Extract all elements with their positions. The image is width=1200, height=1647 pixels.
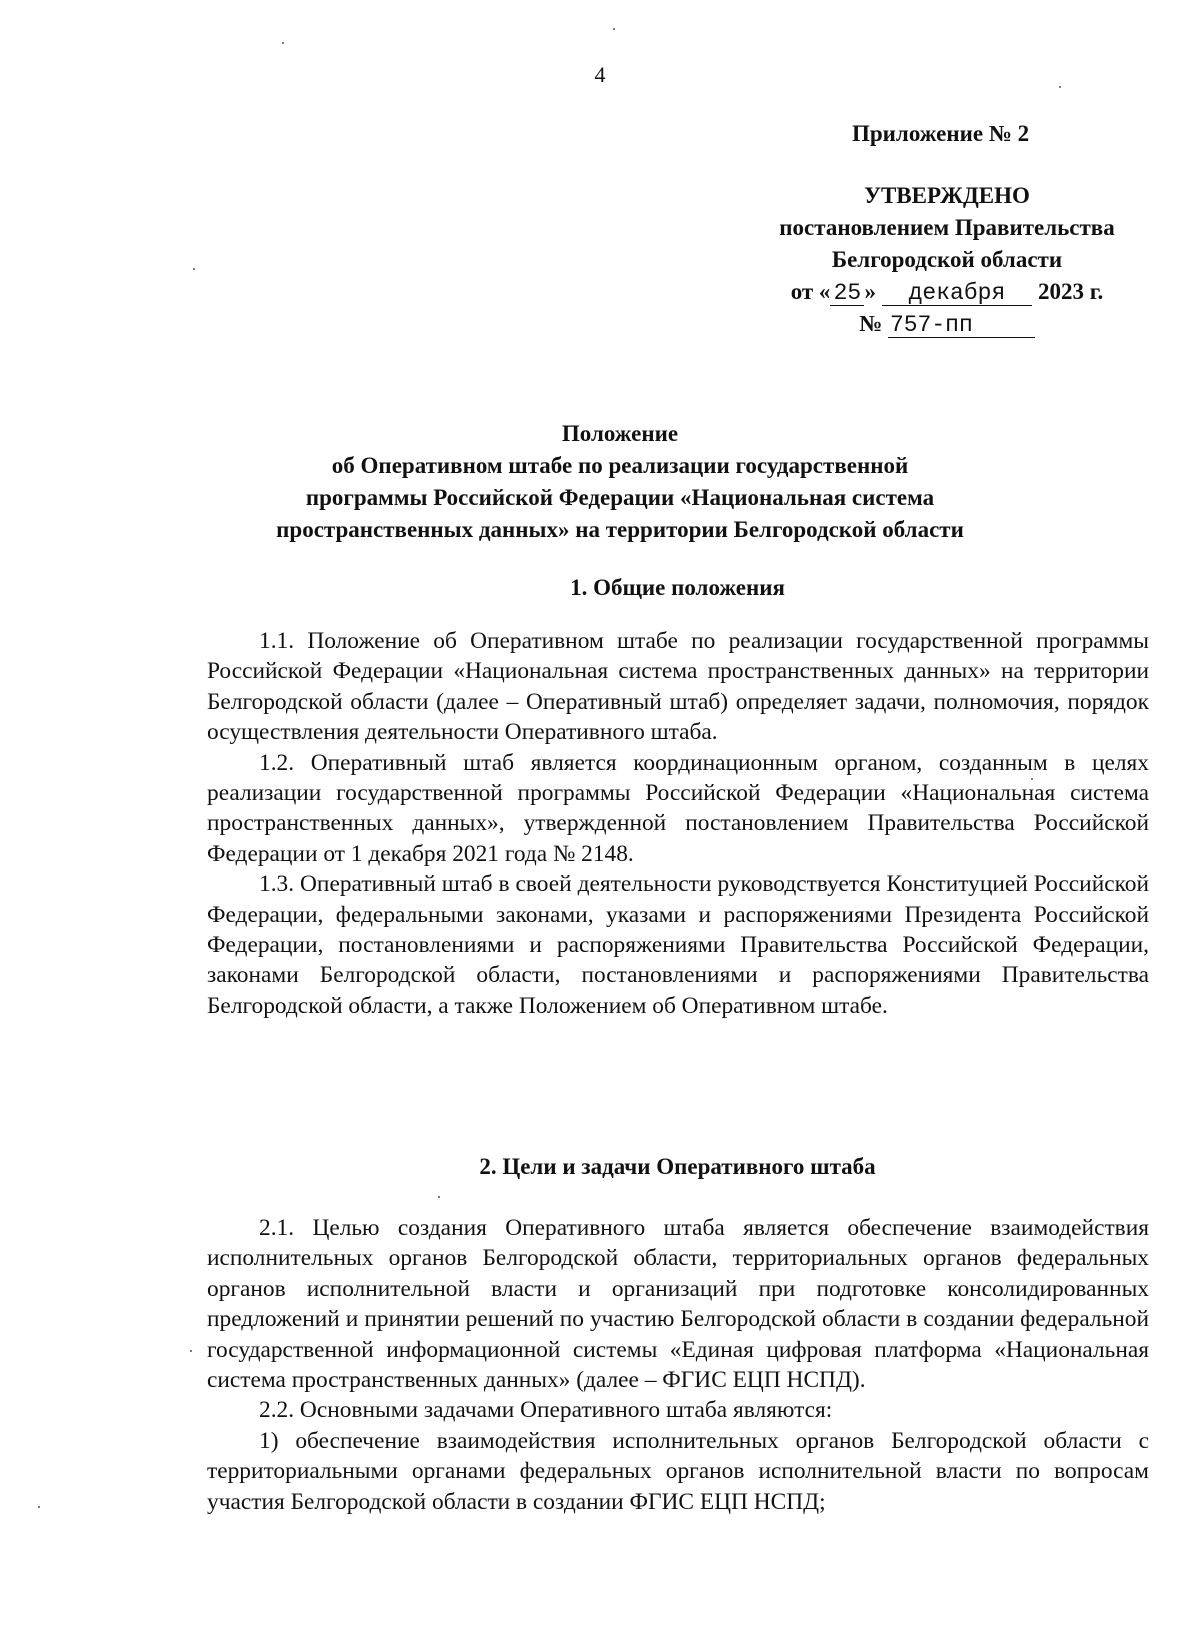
paragraph-1-1: 1.1. Положение об Оперативном штабе по реализации государственной программы Российской Федерации «Национальная система пространственных данных» на территории Белгородской области (далее – Оперативный штаб) определяет задачи, полномочия, порядок осуществления деятельности Оперативного штаба. (207, 628, 1149, 746)
paragraph-2-1: 2.1. Целью создания Оперативного штаба является обеспечение взаимодействия исполнительных органов Белгородской области, территориальных органов федеральных органов исполнительной власти и организаций при подготовке консолидированных предложений и принятии решений по участию Белгородской области в создании федеральной государственной информационной системы «Единая цифровая платформа «Национальная система пространственных данных» (далее – ФГИС ЕЦП НСПД). (207, 1215, 1149, 1394)
section-2-body (207, 1213, 1149, 1517)
section-heading-2: 2. Цели и задачи Оперативного штаба (479, 1154, 876, 1179)
title-line-4: пространственных данных» на территории Белгородской области (276, 517, 964, 542)
scan-speck (282, 42, 284, 44)
scan-speck (438, 1196, 440, 1198)
appendix-label: Приложение № 2 (852, 121, 1030, 146)
scan-speck (38, 1506, 40, 1508)
date-day: 25 (830, 281, 864, 306)
approved-by-line2: Белгородской области (831, 247, 1063, 272)
date-day-close: » (864, 279, 876, 304)
approved-label: УТВЕРЖДЕНО (864, 183, 1030, 208)
paragraph-1-2: 1.2. Оперативный штаб является координационным органом, созданным в целях реализации государственной программы Российской Федерации «Национальная система пространственных данных», утвержденной постановлением Правительства Российской Федерации от 1 декабря 2021 года № 2148. (207, 749, 1149, 867)
scan-speck (190, 1350, 192, 1352)
approved-by-line1: постановлением Правительства (779, 215, 1115, 240)
paragraph-2-2-item-1: 1) обеспечение взаимодействия исполнительных органов Белгородской области с территориальными органами федеральных органов исполнительной власти по вопросам участия Белгородской области в создании ФГИС ЕЦП НСПД; (207, 1427, 1149, 1515)
title-line-1: Положение (561, 421, 679, 446)
section-heading-1: 1. Общие положения (570, 575, 785, 600)
paragraph-2-2: 2.2. Основными задачами Оперативного штаба являются: (259, 1397, 833, 1424)
number-value: 757-пп (888, 313, 1035, 338)
scan-speck (613, 28, 615, 30)
scan-speck (193, 268, 195, 270)
scan-speck (1031, 778, 1033, 780)
section-1-body (207, 626, 1149, 1021)
title-line-2: об Оперативном штабе по реализации государственной (331, 453, 909, 478)
page-number: 4 (594, 62, 606, 87)
document-title (220, 418, 1020, 546)
approval-date (740, 276, 1154, 308)
number-prefix: № (859, 311, 883, 336)
date-month: декабря (882, 281, 1032, 306)
date-year: 2023 г. (1037, 279, 1104, 304)
approval-block (740, 180, 1154, 340)
paragraph-1-3: 1.3. Оперативный штаб в своей деятельности руководствуется Конституцией Российской Федерации, федеральными законами, указами и распоряжениями Президента Российской Федерации, постановлениями и распоряжениями Правительства Российской Федерации, законами Белгородской области, постановлениями и распоряжениями Правительства Белгородской области, а также Положением об Оперативном штабе. (207, 871, 1149, 1019)
title-line-3: программы Российской Федерации «Национальная система (305, 485, 935, 510)
scan-speck (1059, 86, 1061, 88)
approval-number (740, 308, 1154, 340)
date-prefix: от « (790, 279, 831, 304)
